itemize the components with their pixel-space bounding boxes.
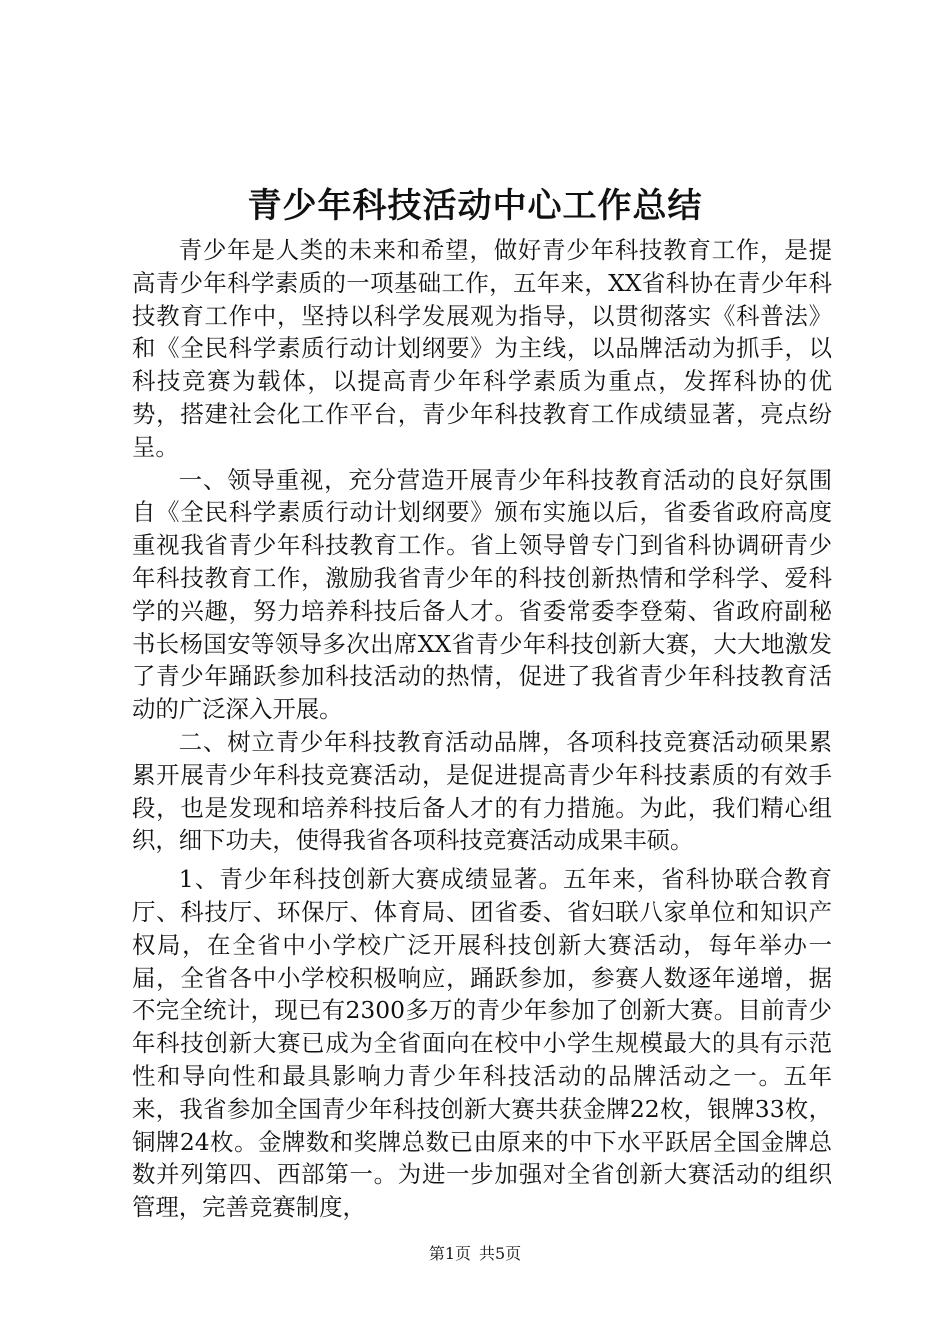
paragraph-item-1: 1、青少年科技创新大赛成绩显著。五年来，省科协联合教育厅、科技厅、环保厅、体育局、团省委、省妇联八家单位和知识产权局，在全省中小学校广泛开展科技创新大赛活动，每年举办一届，全省各中小学校积极响应，踊跃参加，参赛人数逐年递增，据不完全统计，现已有2300多万的青少年参加了创新大赛。目前青少年科技创新大赛已成为全省面向在校中小学生规模最大的具有示范性和导向性和最具影响力青少年科技活动的品牌活动之一。五年来，我省参加全国青少年科技创新大赛共获金牌22枚，银牌33枚，铜牌24枚。金牌数和奖牌总数已由原来的中下水平跃居全国金牌总数并列第四、西部第一。为进一步加强对全省创新大赛活动的组织管理，完善竞赛制度， bbox=[132, 865, 832, 1222]
page-total: 共5页 bbox=[479, 1244, 522, 1263]
paragraph-intro: 青少年是人类的未来和希望，做好青少年科技教育工作，是提高青少年科学素质的一项基础工作，五年来，XX省科协在青少年科技教育工作中，坚持以科学发展观为指导，以贯彻落实《科普法》和《全民科学素质行动计划纲要》为主线，以品牌活动为抓手，以科技竞赛为载体，以提高青少年科学素质为重点，发挥科协的优势，搭建社会化工作平台，青少年科技教育工作成绩显著，亮点纷呈。 bbox=[132, 236, 832, 461]
document-body bbox=[132, 234, 832, 1224]
page-number: 第1页 bbox=[428, 1244, 471, 1263]
paragraph-section-2: 二、树立青少年科技教育活动品牌，各项科技竞赛活动硕果累累开展青少年科技竞赛活动，是促进提高青少年科技素质的有效手段，也是发现和培养科技后备人才的有力措施。为此，我们精心组织，细下功夫，使得我省各项科技竞赛活动成果丰硕。 bbox=[132, 727, 832, 855]
page-footer bbox=[0, 1242, 950, 1266]
paragraph-section-1: 一、领导重视，充分营造开展青少年科技教育活动的良好氛围自《全民科学素质行动计划纲要》颁布实施以后，省委省政府高度重视我省青少年科技教育工作。省上领导曾专门到省科协调研青少年科技教育工作，激励我省青少年的科技创新热情和学科学、爱科学的兴趣，努力培养科技后备人才。省委常委李登菊、省政府副秘书长杨国安等领导多次出席XX省青少年科技创新大赛，大大地激发了青少年踊跃参加科技活动的热情，促进了我省青少年科技教育活动的广泛深入开展。 bbox=[132, 465, 832, 724]
page-title: 青少年科技活动中心工作总结 bbox=[247, 186, 703, 226]
